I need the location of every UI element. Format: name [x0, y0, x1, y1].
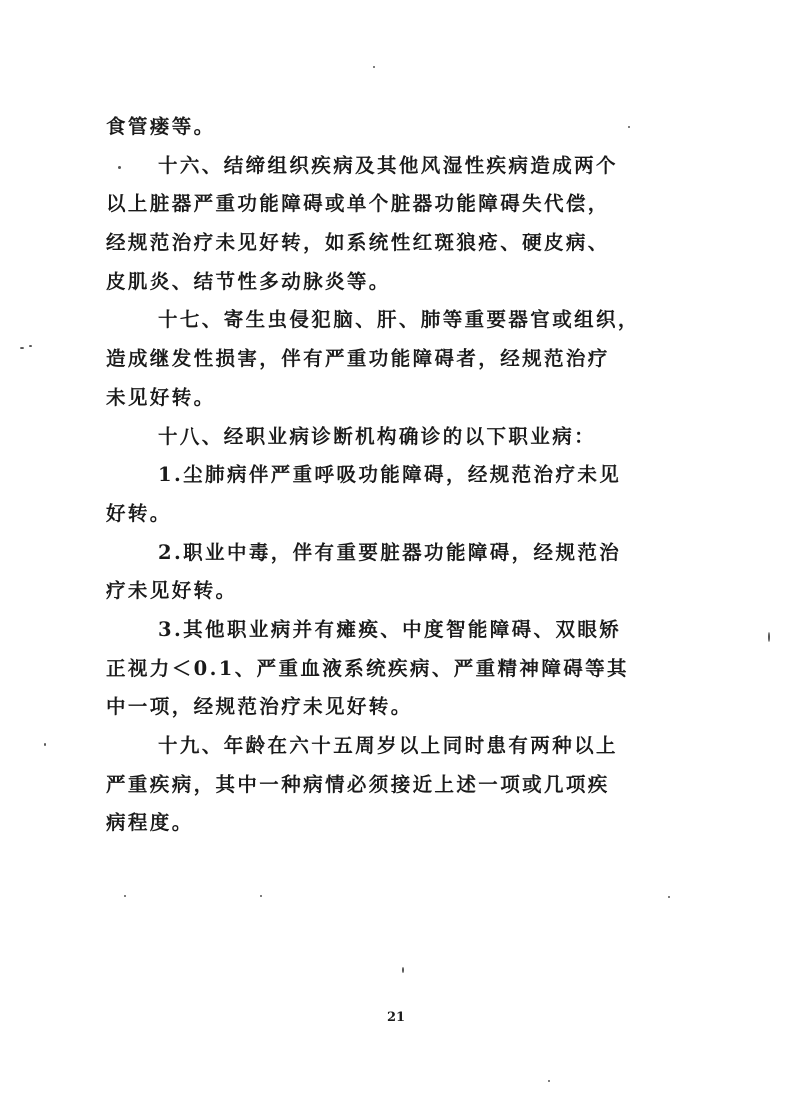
text-line: 好转。	[106, 501, 172, 525]
text-line-continuation: 食管瘘等。	[106, 115, 216, 138]
text-line-item-19-start: 十九、年龄在六十五周岁以上同时患有两种以上	[158, 734, 618, 757]
text-line-item-18-start: 十八、经职业病诊断机构确诊的以下职业病：	[158, 424, 597, 448]
page-number: 21	[386, 1010, 406, 1025]
text-line: 中一项，经规范治疗未见好转。	[106, 695, 413, 719]
text-line-item-17-start: 十七、寄生虫侵犯脑、肝、肺等重要器官或组织，	[158, 308, 640, 332]
text-line: 未见好转。	[106, 385, 216, 409]
scan-speck	[20, 347, 24, 349]
scan-speck	[628, 126, 630, 128]
text-line-subitem-3-start: 3.其他职业病并有瘫痪、中度智能障碍、双眼矫	[158, 617, 622, 641]
text-line: 造成继发性损害，伴有严重功能障碍者，经规范治疗	[106, 347, 610, 371]
text-line: 经规范治疗未见好转，如系统性红斑狼疮、硬皮病、	[106, 231, 610, 255]
text-line: 正视力＜0.1、严重血液系统疾病、严重精神障碍等其	[106, 656, 629, 680]
scan-speck	[124, 895, 126, 897]
document-body	[106, 108, 641, 843]
scan-speck	[548, 1080, 550, 1082]
text-line: 严重疾病，其中一种病情必须接近上述一项或几项疾	[106, 772, 610, 796]
scan-speck	[29, 345, 32, 347]
scan-speck	[402, 967, 404, 973]
text-line: 以上脏器严重功能障碍或单个脏器功能障碍失代偿，	[106, 192, 610, 216]
scan-speck	[373, 66, 375, 68]
text-line: 皮肌炎、结节性多动脉炎等。	[106, 269, 391, 293]
scan-speck	[44, 743, 46, 746]
text-line: 病程度。	[106, 811, 194, 835]
text-line-subitem-1-start: 1.尘肺病伴严重呼吸功能障碍，经规范治疗未见	[158, 463, 622, 487]
text-line-subitem-2-start: 2.职业中毒，伴有重要脏器功能障碍，经规范治	[158, 540, 622, 564]
text-line-item-16-start: 十六、结缔组织疾病及其他风湿性疾病造成两个	[158, 153, 618, 177]
scan-speck	[118, 166, 121, 169]
text-line: 疗未见好转。	[106, 579, 238, 603]
scan-speck	[768, 632, 770, 642]
scan-speck	[260, 895, 262, 897]
scan-speck	[668, 896, 670, 898]
